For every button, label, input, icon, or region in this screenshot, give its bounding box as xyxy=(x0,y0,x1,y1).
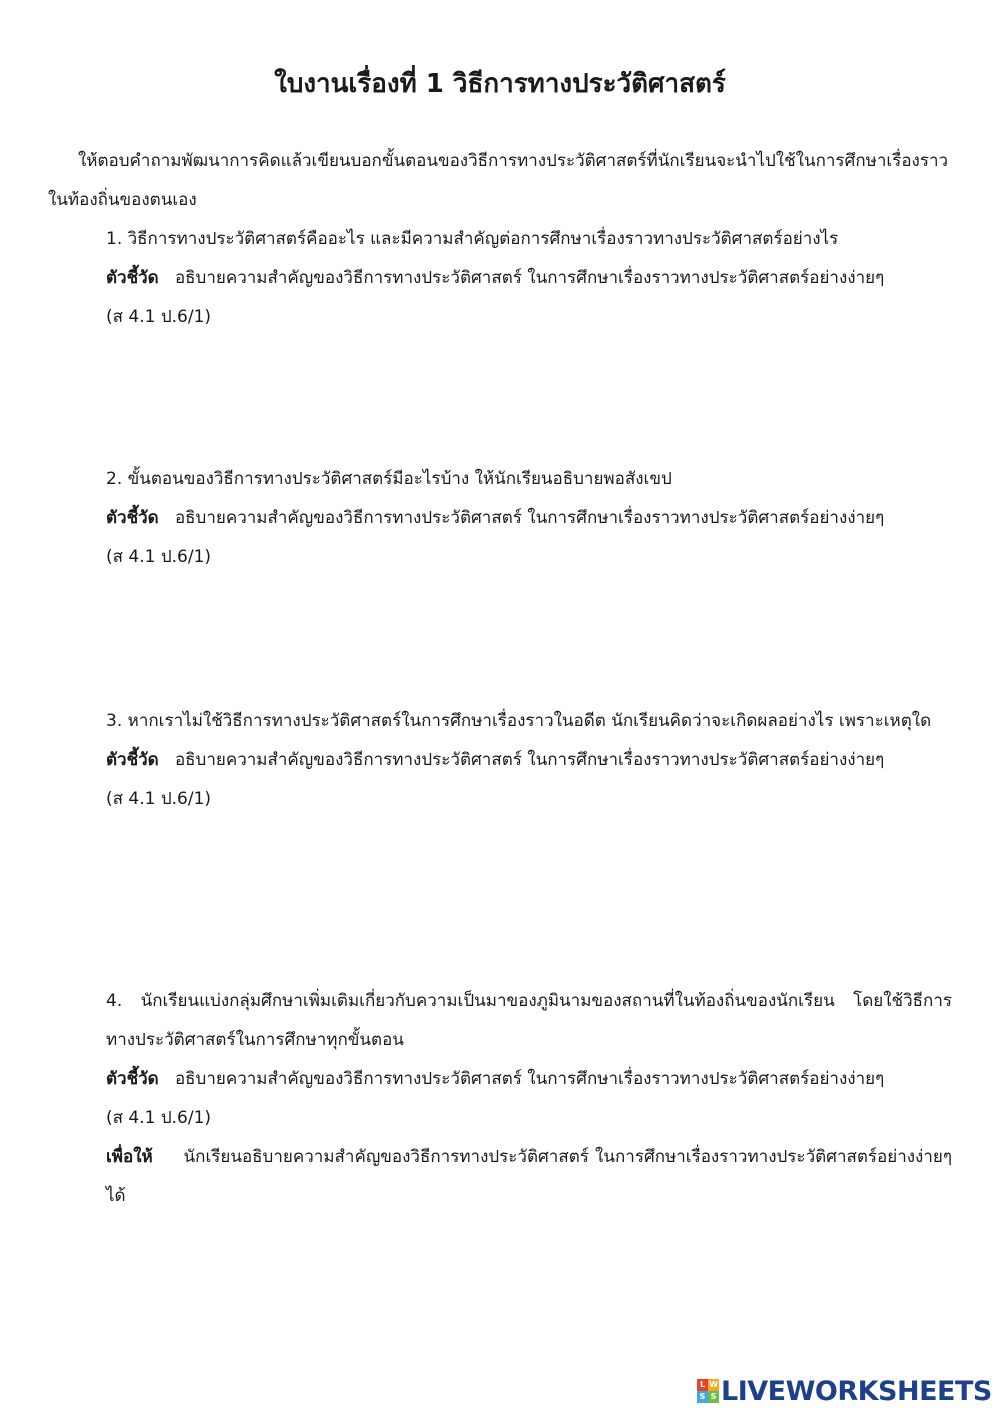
question-1-text: 1. วิธีการทางประวัติศาสตร์คืออะไร และมีความสำคัญต่อการศึกษาเรื่องราวทางประวัติศาสตร์อย่างไร xyxy=(106,229,839,249)
purpose-line xyxy=(106,1138,952,1216)
logo-mark-icon xyxy=(697,1379,719,1403)
indicator-label: ตัวชี้วัด xyxy=(106,1069,159,1089)
question-2 xyxy=(106,460,952,577)
indicator-text: อธิบายความสำคัญของวิธีการทางประวัติศาสตร์ ในการศึกษาเรื่องราวทางประวัติศาสตร์อย่างง่ายๆ xyxy=(174,750,885,770)
instructions: ให้ตอบคำถามพัฒนาการคิดแล้วเขียนบอกขั้นตอนของวิธีการทางประวัติศาสตร์ที่นักเรียนจะนำไปใช้ในการศึกษาเรื่องราวในท้องถิ่นของตนเอง xyxy=(48,151,949,210)
indicator-line xyxy=(106,1060,952,1099)
purpose-label: เพื่อให้ xyxy=(106,1147,153,1167)
question-2-text: 2. ขั้นตอนของวิธีการทางประวัติศาสตร์มีอะไรบ้าง ให้นักเรียนอธิบายพอสังเขป xyxy=(106,469,672,489)
indicator-label: ตัวชี้วัด xyxy=(106,750,159,770)
indicator-label: ตัวชี้วัด xyxy=(106,268,159,288)
question-4 xyxy=(106,982,952,1216)
purpose-text: นักเรียนอธิบายความสำคัญของวิธีการทางประวัติศาสตร์ ในการศึกษาเรื่องราวทางประวัติศาสตร์อย่างง่ายๆได้ xyxy=(106,1147,952,1206)
indicator-code: (ส 4.1 ป.6/1) xyxy=(106,1108,212,1128)
logo-mark-cell: L xyxy=(697,1379,708,1391)
indicator-line xyxy=(106,259,952,298)
indicator-code: (ส 4.1 ป.6/1) xyxy=(106,547,212,567)
indicator-label: ตัวชี้วัด xyxy=(106,508,159,528)
question-3-text: 3. หากเราไม่ใช้วิธีการทางประวัติศาสตร์ในการศึกษาเรื่องราวในอดีต นักเรียนคิดว่าจะเกิดผลอย่างไร เพราะเหตุใด xyxy=(106,711,932,731)
logo-mark-cell: W xyxy=(709,1380,718,1389)
question-4-text: 4. นักเรียนแบ่งกลุ่มศึกษาเพิ่มเติมเกี่ยวกับความเป็นมาของภูมินามของสถานที่ในท้องถิ่นของนักเรียน โดยใช้วิธีการทางประวัติศาสตร์ในการศึกษาทุกขั้นตอน xyxy=(106,991,952,1050)
indicator-line xyxy=(106,741,952,780)
question-1 xyxy=(106,220,952,337)
logo-mark-cell: S xyxy=(697,1391,708,1403)
worksheet-title: ใบงานเรื่องที่ 1 วิธีการทางประวัติศาสตร์ xyxy=(274,69,726,99)
liveworksheets-logo xyxy=(697,1376,992,1406)
indicator-line xyxy=(106,499,952,538)
indicator-code: (ส 4.1 ป.6/1) xyxy=(106,789,212,809)
logo-mark-cell: S xyxy=(708,1391,719,1403)
indicator-text: อธิบายความสำคัญของวิธีการทางประวัติศาสตร์ ในการศึกษาเรื่องราวทางประวัติศาสตร์อย่างง่ายๆ xyxy=(174,508,885,528)
indicator-text: อธิบายความสำคัญของวิธีการทางประวัติศาสตร์ ในการศึกษาเรื่องราวทางประวัติศาสตร์อย่างง่ายๆ xyxy=(174,1069,885,1089)
logo-text: LIVEWORKSHEETS xyxy=(721,1375,992,1407)
indicator-code: (ส 4.1 ป.6/1) xyxy=(106,307,212,327)
indicator-text: อธิบายความสำคัญของวิธีการทางประวัติศาสตร์ ในการศึกษาเรื่องราวทางประวัติศาสตร์อย่างง่ายๆ xyxy=(174,268,885,288)
question-3 xyxy=(106,702,952,819)
